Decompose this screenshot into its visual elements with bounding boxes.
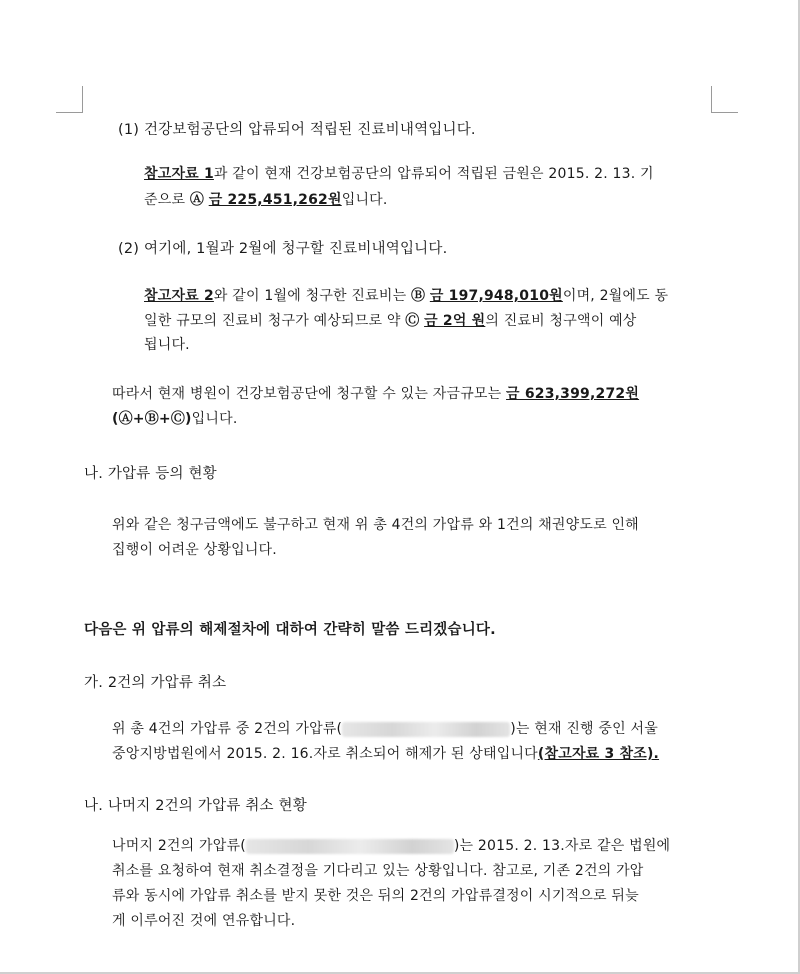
text-span: 입니다. <box>341 192 388 208</box>
section-2-line-1 <box>144 285 668 305</box>
section-1-heading: (1) 건강보험공단의 압류되어 적립된 진료비내역입니다. <box>118 122 476 138</box>
section-na2-heading: 나. 나머지 2건의 가압류 취소 현황 <box>84 798 307 814</box>
section-na-line-1: 위와 같은 청구금액에도 불구하고 현재 위 총 4건의 가압류 와 1건의 채권양도로 인해 <box>112 517 639 533</box>
amount-a: 금 225,451,262원 <box>208 192 342 208</box>
text-span: 준으로 <box>144 192 190 208</box>
text-span: 일한 규모의 진료비 청구가 예상되므로 약 <box>144 313 406 329</box>
section-1-text: 과 같이 현재 건강보험공단의 압류되어 적립된 금원은 2015. 2. 13. 기 <box>213 166 654 182</box>
text-span: 위 총 4건의 가압류 중 2건의 가압류( <box>112 721 343 737</box>
section-2-heading: (2) 여기에, 1월과 2월에 청구할 진료비내역입니다. <box>118 241 448 257</box>
text-span: 의 진료비 청구액이 예상 <box>485 313 637 329</box>
text-span: 와 같이 1월에 청구한 진료비는 <box>213 288 411 304</box>
section-ga-heading: 가. 2건의 가압류 취소 <box>84 675 227 691</box>
text-span: 입니다. <box>191 411 238 427</box>
section-na-heading: 나. 가압류 등의 현황 <box>84 466 217 482</box>
mark-b: Ⓑ <box>410 288 426 304</box>
amount-c: 금 2억 원 <box>424 313 486 329</box>
text-span: )는 2015. 2. 13.자로 같은 법원에 <box>453 838 671 854</box>
redacted-text <box>342 722 510 737</box>
total-amount: 금 623,399,272원 <box>506 386 640 402</box>
section-na2-line-4: 게 이루어진 것에 연유합니다. <box>112 913 296 929</box>
mark-a: Ⓐ <box>189 192 205 208</box>
section-na2-line-3: 류와 동시에 가압류 취소를 받지 못한 것은 뒤의 2건의 가압류결정이 시기적으로 뒤늦 <box>112 888 639 904</box>
section-na2-line-1 <box>112 835 670 855</box>
margin-corner-mark-right <box>711 86 738 113</box>
sum-formula: (Ⓐ+Ⓑ+Ⓒ) <box>112 411 192 427</box>
text-span: )는 현재 진행 중인 서울 <box>510 721 658 737</box>
reference-2-link: 참고자료 2 <box>144 288 214 304</box>
text-span: 이며, 2월에도 동 <box>562 288 669 304</box>
text-span: 따라서 현재 병원이 건강보험공단에 청구할 수 있는 자금규모는 <box>112 386 507 402</box>
section-na2-line-2: 취소를 요청하여 현재 취소결정을 기다리고 있는 상황입니다. 참고로, 기존 2건의 가압 <box>112 863 644 879</box>
section-ga-line-2 <box>112 743 659 763</box>
section-1-line-1 <box>144 163 654 183</box>
section-1-line-2 <box>144 189 388 209</box>
text-span: 나머지 2건의 가압류( <box>112 838 246 854</box>
amount-b: 금 197,948,010원 <box>429 288 563 304</box>
total-line-1 <box>112 383 639 403</box>
section-na-line-2: 집행이 어려운 상황입니다. <box>112 542 277 558</box>
reference-3-link: (참고자료 3 참조). <box>537 746 660 762</box>
procedure-intro: 다음은 위 압류의 해제절차에 대하여 간략히 말씀 드리겠습니다. <box>84 622 496 638</box>
reference-1-link: 참고자료 1 <box>144 166 214 182</box>
redacted-text <box>246 839 454 854</box>
section-2-line-2 <box>144 310 637 330</box>
text-span: 중앙지방법원에서 2015. 2. 16.자로 취소되어 해제가 된 상태입니다 <box>112 746 538 762</box>
total-line-2 <box>112 408 238 428</box>
margin-corner-mark-left <box>56 86 83 113</box>
section-ga-line-1 <box>112 718 658 738</box>
mark-c: Ⓒ <box>405 313 420 329</box>
section-2-line-3: 됩니다. <box>144 337 190 353</box>
